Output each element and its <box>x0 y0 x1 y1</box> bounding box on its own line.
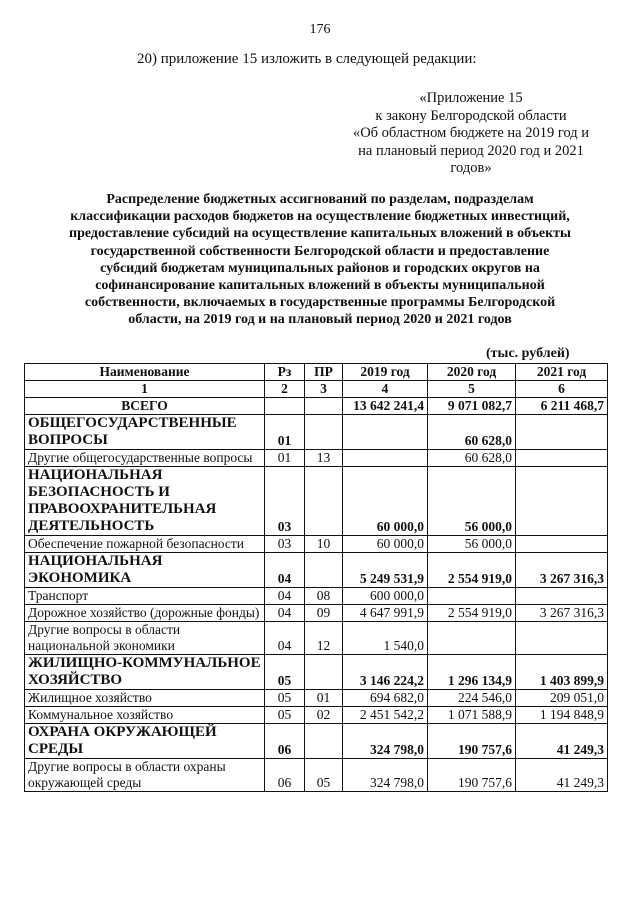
row-2019: 60 000,0 <box>343 536 428 553</box>
row-name: НАЦИОНАЛЬНАЯ БЕЗОПАСНОСТЬ И ПРАВООХРАНИТЕЛЬНАЯ ДЕЯТЕЛЬНОСТЬ <box>25 467 265 536</box>
row-rz: 04 <box>265 588 305 605</box>
row-pr: 02 <box>305 707 343 724</box>
subsection-row <box>25 690 608 707</box>
row-name: Другие общегосударственные вопросы <box>25 450 265 467</box>
row-rz: 04 <box>265 605 305 622</box>
row-2021 <box>516 467 608 536</box>
row-pr: 09 <box>305 605 343 622</box>
row-2021: 3 267 316,3 <box>516 553 608 588</box>
row-2019: 324 798,0 <box>343 759 428 792</box>
appendix-line: «Об областном бюджете на 2019 год и <box>352 125 590 141</box>
row-2020: 190 757,6 <box>428 724 516 759</box>
row-rz: 06 <box>265 759 305 792</box>
row-2020 <box>428 588 516 605</box>
row-2020: 1 296 134,9 <box>428 655 516 690</box>
row-2019: 1 540,0 <box>343 622 428 655</box>
row-2020: 1 071 588,9 <box>428 707 516 724</box>
document-title <box>25 191 615 329</box>
title-line: Распределение бюджетных ассигнований по разделам, подразделам <box>106 192 534 207</box>
units-label: (тыс. рублей) <box>486 346 570 361</box>
row-pr <box>305 553 343 588</box>
row-name: НАЦИОНАЛЬНАЯ ЭКОНОМИКА <box>25 553 265 588</box>
total-row <box>25 398 608 415</box>
appendix-line: годов» <box>450 160 492 176</box>
row-2019: 600 000,0 <box>343 588 428 605</box>
column-number: 2 <box>265 381 305 398</box>
row-pr <box>305 724 343 759</box>
title-line: собственности, включаемых в государственные программы Белгородской <box>84 295 556 311</box>
row-2019: 3 146 224,2 <box>343 655 428 690</box>
title-line: государственной собственности Белгородской области и предоставление <box>90 243 550 259</box>
title-line: предоставление субсидий на осуществление капитальных вложений в объекты <box>69 226 571 242</box>
row-2019: 60 000,0 <box>343 467 428 536</box>
subsection-row <box>25 622 608 655</box>
row-2019: 4 647 991,9 <box>343 605 428 622</box>
subsection-row <box>25 605 608 622</box>
header-2019: 2019 год <box>343 364 428 381</box>
total-pr <box>305 398 343 415</box>
row-pr: 05 <box>305 759 343 792</box>
row-2020: 56 000,0 <box>428 467 516 536</box>
amendment-intro: 20) приложение 15 изложить в следующей редакции: <box>137 51 477 67</box>
total-2019: 13 642 241,4 <box>343 398 428 415</box>
column-number: 1 <box>25 381 265 398</box>
row-pr: 13 <box>305 450 343 467</box>
header-pr: ПР <box>305 364 343 381</box>
subsection-row <box>25 759 608 792</box>
page-number: 176 <box>309 22 331 37</box>
row-2019 <box>343 415 428 450</box>
header-2020: 2020 год <box>428 364 516 381</box>
row-name: Дорожное хозяйство (дорожные фонды) <box>25 605 265 622</box>
title-line: классификации расходов бюджетов на осуществление бюджетных инвестиций, <box>70 209 570 225</box>
row-2020: 2 554 919,0 <box>428 605 516 622</box>
row-2021: 209 051,0 <box>516 690 608 707</box>
row-2021 <box>516 450 608 467</box>
section-row <box>25 467 608 536</box>
row-pr: 08 <box>305 588 343 605</box>
row-2020: 60 628,0 <box>428 415 516 450</box>
title-line: софинансирование капитальных вложений в объекты муниципальной <box>95 278 545 294</box>
table-header-row <box>25 364 608 381</box>
row-pr: 12 <box>305 622 343 655</box>
row-2021: 1 194 848,9 <box>516 707 608 724</box>
row-2021: 41 249,3 <box>516 724 608 759</box>
row-2020 <box>428 622 516 655</box>
row-rz: 03 <box>265 536 305 553</box>
title-line: субсидий бюджетам муниципальных районов и городских округов на <box>100 260 540 276</box>
row-2021: 1 403 899,9 <box>516 655 608 690</box>
row-2019 <box>343 450 428 467</box>
total-2021: 6 211 468,7 <box>516 398 608 415</box>
row-2021 <box>516 588 608 605</box>
title-line: области, на 2019 год и на плановый период 2020 и 2021 годов <box>128 312 512 328</box>
row-name: Коммунальное хозяйство <box>25 707 265 724</box>
appendix-line: на плановый период 2020 год и 2021 <box>358 142 584 159</box>
column-number: 4 <box>343 381 428 398</box>
row-name: Другие вопросы в области национальной экономики <box>25 622 265 655</box>
total-rz <box>265 398 305 415</box>
row-2020: 190 757,6 <box>428 759 516 792</box>
row-2019: 5 249 531,9 <box>343 553 428 588</box>
column-number: 6 <box>516 381 608 398</box>
row-pr <box>305 655 343 690</box>
appendix-line: к закону Белгородской области <box>375 107 567 124</box>
row-2020: 224 546,0 <box>428 690 516 707</box>
row-pr <box>305 415 343 450</box>
row-rz: 03 <box>265 467 305 536</box>
row-2021 <box>516 622 608 655</box>
row-pr: 01 <box>305 690 343 707</box>
row-2019: 2 451 542,2 <box>343 707 428 724</box>
row-2019: 324 798,0 <box>343 724 428 759</box>
row-rz: 04 <box>265 553 305 588</box>
row-pr: 10 <box>305 536 343 553</box>
row-2020: 60 628,0 <box>428 450 516 467</box>
header-name: Наименование <box>25 364 265 381</box>
row-2021 <box>516 415 608 450</box>
section-row <box>25 724 608 759</box>
row-name: ОБЩЕГОСУДАРСТВЕННЫЕ ВОПРОСЫ <box>25 415 265 450</box>
row-2021 <box>516 536 608 553</box>
section-row <box>25 553 608 588</box>
subsection-row <box>25 707 608 724</box>
row-2020: 2 554 919,0 <box>428 553 516 588</box>
row-2020: 56 000,0 <box>428 536 516 553</box>
column-number: 3 <box>305 381 343 398</box>
section-row <box>25 655 608 690</box>
section-row <box>25 415 608 450</box>
row-rz: 04 <box>265 622 305 655</box>
header-2021: 2021 год <box>516 364 608 381</box>
budget-table <box>24 363 608 792</box>
subsection-row <box>25 450 608 467</box>
row-rz: 05 <box>265 655 305 690</box>
header-rz: Рз <box>265 364 305 381</box>
total-2020: 9 071 082,7 <box>428 398 516 415</box>
column-number-row <box>25 381 608 398</box>
subsection-row <box>25 588 608 605</box>
appendix-header <box>336 90 606 178</box>
row-name: Другие вопросы в области охраны окружающей среды <box>25 759 265 792</box>
row-name: Транспорт <box>25 588 265 605</box>
row-2021: 3 267 316,3 <box>516 605 608 622</box>
column-number: 5 <box>428 381 516 398</box>
subsection-row <box>25 536 608 553</box>
row-name: ОХРАНА ОКРУЖАЮЩЕЙ СРЕДЫ <box>25 724 265 759</box>
row-name: Обеспечение пожарной безопасности <box>25 536 265 553</box>
row-name: ЖИЛИЩНО-КОММУНАЛЬНОЕ ХОЗЯЙСТВО <box>25 655 265 690</box>
row-rz: 05 <box>265 690 305 707</box>
row-rz: 05 <box>265 707 305 724</box>
row-rz: 06 <box>265 724 305 759</box>
row-2021: 41 249,3 <box>516 759 608 792</box>
row-rz: 01 <box>265 450 305 467</box>
appendix-line: «Приложение 15 <box>419 90 523 106</box>
total-label: ВСЕГО <box>25 398 265 415</box>
row-rz: 01 <box>265 415 305 450</box>
row-2019: 694 682,0 <box>343 690 428 707</box>
row-pr <box>305 467 343 536</box>
row-name: Жилищное хозяйство <box>25 690 265 707</box>
